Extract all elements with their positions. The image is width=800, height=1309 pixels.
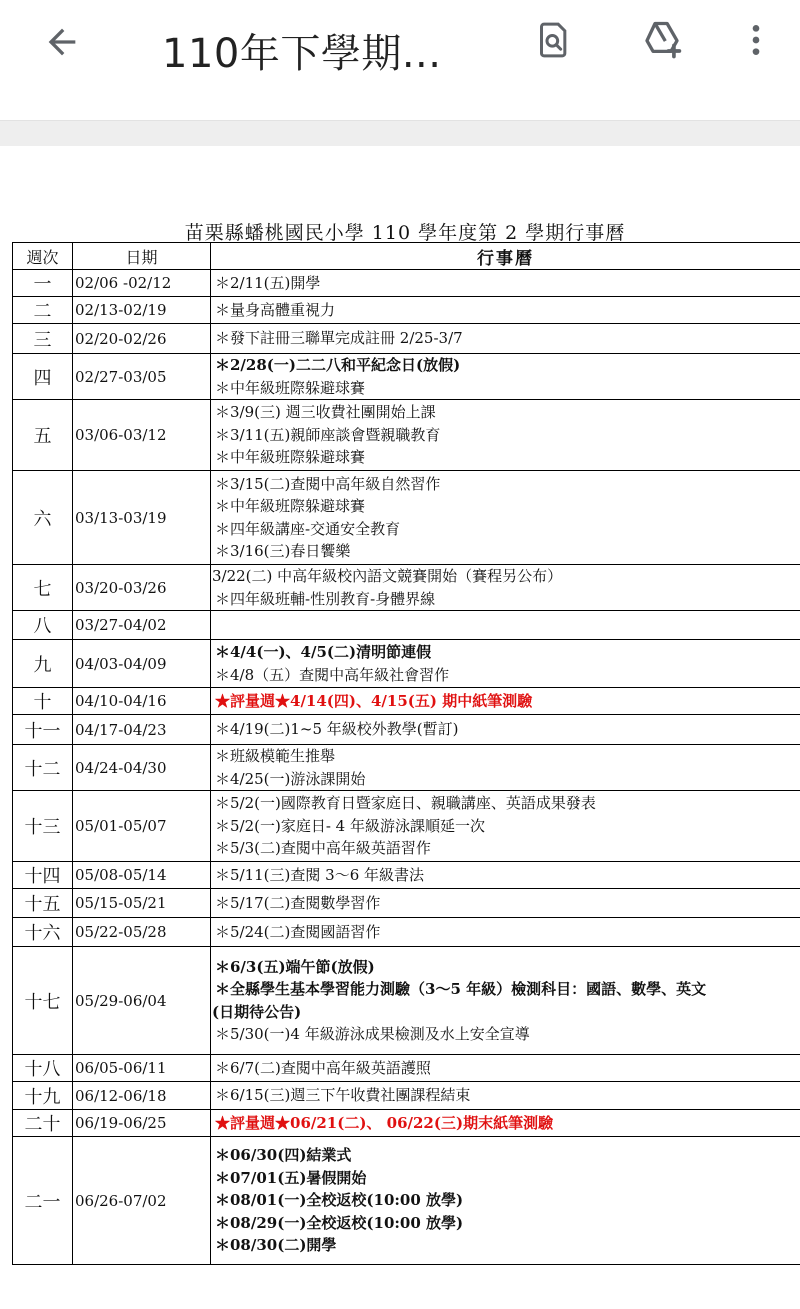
table-row (13, 565, 800, 611)
date-cell: 04/10-04/16 (73, 688, 211, 715)
event-line: ＊5/2(一)家庭日- 4 年級游泳課順延一次 (215, 816, 485, 835)
date-cell: 02/27-03/05 (73, 354, 211, 400)
week-cell: 十七 (13, 947, 73, 1055)
arrow-back-icon (42, 22, 82, 62)
header-week: 週次 (13, 243, 73, 270)
date-cell: 02/20-02/26 (73, 324, 211, 354)
events-cell (211, 471, 800, 565)
week-cell: 四 (13, 354, 73, 400)
week-cell: 二 (13, 297, 73, 324)
app-bar (0, 0, 800, 120)
events-cell (211, 1055, 800, 1082)
date-cell: 03/27-04/02 (73, 611, 211, 640)
events-cell (211, 889, 800, 918)
event-line: ＊3/15(二)查閱中高年級自然習作 (215, 474, 441, 493)
date-cell: 05/08-05/14 (73, 862, 211, 889)
table-row (13, 918, 800, 947)
more-vertical-icon (736, 20, 776, 60)
table-row (13, 640, 800, 688)
events-cell (211, 745, 800, 791)
header-events: 行事曆 (211, 243, 800, 270)
week-cell: 九 (13, 640, 73, 688)
add-to-drive-icon (640, 18, 684, 62)
date-cell: 05/15-05/21 (73, 889, 211, 918)
toolbar-divider (0, 120, 800, 146)
event-line: ＊5/17(二)查閱數學習作 (215, 893, 381, 912)
week-cell: 一 (13, 270, 73, 297)
table-header-row (13, 243, 800, 270)
event-line: ＊5/30(一)4 年級游泳成果檢測及水上安全宣導 (215, 1024, 530, 1043)
document-page[interactable] (0, 146, 800, 1309)
search-in-document-icon (534, 20, 574, 60)
event-line: ＊2/11(五)開學 (215, 273, 321, 292)
date-cell: 03/20-03/26 (73, 565, 211, 611)
week-cell: 三 (13, 324, 73, 354)
events-cell (211, 918, 800, 947)
events-cell (211, 1110, 800, 1137)
week-cell: 十二 (13, 745, 73, 791)
event-line: ＊5/24(二)查閱國語習作 (215, 922, 381, 941)
event-line: ★評量週★06/21(二)、 06/22(三)期末紙筆測驗 (215, 1113, 554, 1132)
week-cell: 十九 (13, 1082, 73, 1110)
date-cell: 02/06 -02/12 (73, 270, 211, 297)
week-cell: 六 (13, 471, 73, 565)
event-line: ＊量身高體重視力 (215, 300, 336, 319)
week-cell: 八 (13, 611, 73, 640)
date-cell: 06/05-06/11 (73, 1055, 211, 1082)
date-cell: 06/26-07/02 (73, 1137, 211, 1265)
event-line: ＊6/7(二)查閱中高年級英語護照 (215, 1058, 431, 1077)
events-cell (211, 324, 800, 354)
event-line: ＊08/29(一)全校返校(10:00 放學) (215, 1213, 464, 1232)
event-line: ＊6/15(三)週三下午收費社團課程結束 (215, 1086, 471, 1105)
date-cell: 05/01-05/07 (73, 791, 211, 862)
add-to-drive-button[interactable] (636, 14, 688, 66)
event-line: ＊中年級班際躲避球賽 (215, 497, 366, 516)
events-cell (211, 270, 800, 297)
date-cell: 04/17-04/23 (73, 715, 211, 745)
table-row (13, 324, 800, 354)
week-cell: 五 (13, 400, 73, 471)
event-line: ＊3/11(五)親師座談會暨親職教育 (215, 425, 441, 444)
event-line: ＊4/25(一)游泳課開始 (215, 769, 366, 788)
date-cell: 04/03-04/09 (73, 640, 211, 688)
date-cell: 05/29-06/04 (73, 947, 211, 1055)
event-line: ＊四年級班輔-性別教育-身體界線 (215, 589, 436, 608)
week-cell: 十四 (13, 862, 73, 889)
document-title: 110年下學期... (162, 31, 442, 77)
week-cell: 十六 (13, 918, 73, 947)
week-cell: 七 (13, 565, 73, 611)
school-calendar-table (12, 242, 800, 1265)
table-row (13, 947, 800, 1055)
calendar-title: 苗栗縣蟠桃國民小學 110 學年度第 2 學期行事曆 (184, 222, 626, 244)
events-cell (211, 1082, 800, 1110)
events-cell (211, 1137, 800, 1265)
events-cell (211, 565, 800, 611)
table-row (13, 715, 800, 745)
event-line: ＊中年級班際躲避球賽 (215, 378, 366, 397)
date-cell: 02/13-02/19 (73, 297, 211, 324)
events-cell (211, 611, 800, 640)
event-line: ＊2/28(一)二二八和平紀念日(放假) (215, 356, 461, 375)
date-cell: 06/12-06/18 (73, 1082, 211, 1110)
week-cell: 十八 (13, 1055, 73, 1082)
date-cell: 05/22-05/28 (73, 918, 211, 947)
event-line: ＊08/01(一)全校返校(10:00 放學) (215, 1191, 464, 1210)
event-line: ＊4/8（五）查閱中高年級社會習作 (215, 665, 450, 684)
events-cell (211, 862, 800, 889)
table-row (13, 745, 800, 791)
week-cell: 十一 (13, 715, 73, 745)
table-row (13, 611, 800, 640)
event-line: ＊班級模範生推舉 (215, 747, 336, 766)
date-cell: 04/24-04/30 (73, 745, 211, 791)
event-line: ＊發下註冊三聯單完成註冊 2/25-3/7 (215, 329, 463, 348)
week-cell: 二一 (13, 1137, 73, 1265)
header-date: 日期 (73, 243, 211, 270)
table-row (13, 471, 800, 565)
table-row (13, 1082, 800, 1110)
event-line: ＊07/01(五)暑假開始 (215, 1168, 367, 1187)
table-row (13, 688, 800, 715)
events-cell (211, 354, 800, 400)
table-row (13, 270, 800, 297)
event-line: ＊4/4(一)、4/5(二)清明節連假 (215, 643, 432, 662)
table-row (13, 1055, 800, 1082)
week-cell: 十 (13, 688, 73, 715)
table-row (13, 354, 800, 400)
events-cell (211, 688, 800, 715)
events-cell (211, 297, 800, 324)
table-row (13, 400, 800, 471)
week-cell: 十五 (13, 889, 73, 918)
table-row (13, 297, 800, 324)
table-row (13, 791, 800, 862)
events-cell (211, 400, 800, 471)
event-line: ＊全縣學生基本學習能力測驗（3～5 年級）檢測科目：國語、數學、英文 (215, 980, 707, 999)
event-line: ＊4/19(二)1~5 年級校外教學(暫訂) (215, 720, 459, 739)
event-line: ＊5/3(二)查閱中高年級英語習作 (215, 839, 431, 858)
search-in-document-button[interactable] (528, 14, 580, 66)
events-cell (211, 715, 800, 745)
event-line: ＊中年級班際躲避球賽 (215, 448, 366, 467)
more-options-button[interactable] (730, 14, 782, 66)
event-line: 3/22(二) 中高年級校內語文競賽開始（賽程另公布） (212, 567, 563, 586)
date-cell: 03/06-03/12 (73, 400, 211, 471)
events-cell (211, 791, 800, 862)
date-cell: 06/19-06/25 (73, 1110, 211, 1137)
event-line: ＊08/30(二)開學 (215, 1236, 337, 1255)
table-row (13, 1110, 800, 1137)
event-line: ＊3/9(三) 週三收費社團開始上課 (215, 403, 436, 422)
table-row (13, 1137, 800, 1265)
back-button[interactable] (38, 18, 86, 66)
event-line: ＊5/2(一)國際教育日暨家庭日、親職講座、英語成果發表 (215, 794, 596, 813)
table-row (13, 862, 800, 889)
events-cell (211, 640, 800, 688)
week-cell: 十三 (13, 791, 73, 862)
event-line: ★評量週★4/14(四)、4/15(五) 期中紙筆測驗 (215, 691, 533, 710)
events-cell (211, 947, 800, 1055)
event-line: ＊06/30(四)結業式 (215, 1146, 352, 1165)
event-line: ＊5/11(三)查閱 3～6 年級書法 (215, 865, 425, 884)
table-row (13, 889, 800, 918)
event-line: ＊3/16(三)春日饗樂 (215, 541, 351, 560)
date-cell: 03/13-03/19 (73, 471, 211, 565)
event-line: (日期待公告) (212, 1002, 302, 1021)
event-line: ＊四年級講座-交通安全教育 (215, 519, 401, 538)
event-line: ＊6/3(五)端午節(放假) (215, 957, 375, 976)
week-cell: 二十 (13, 1110, 73, 1137)
